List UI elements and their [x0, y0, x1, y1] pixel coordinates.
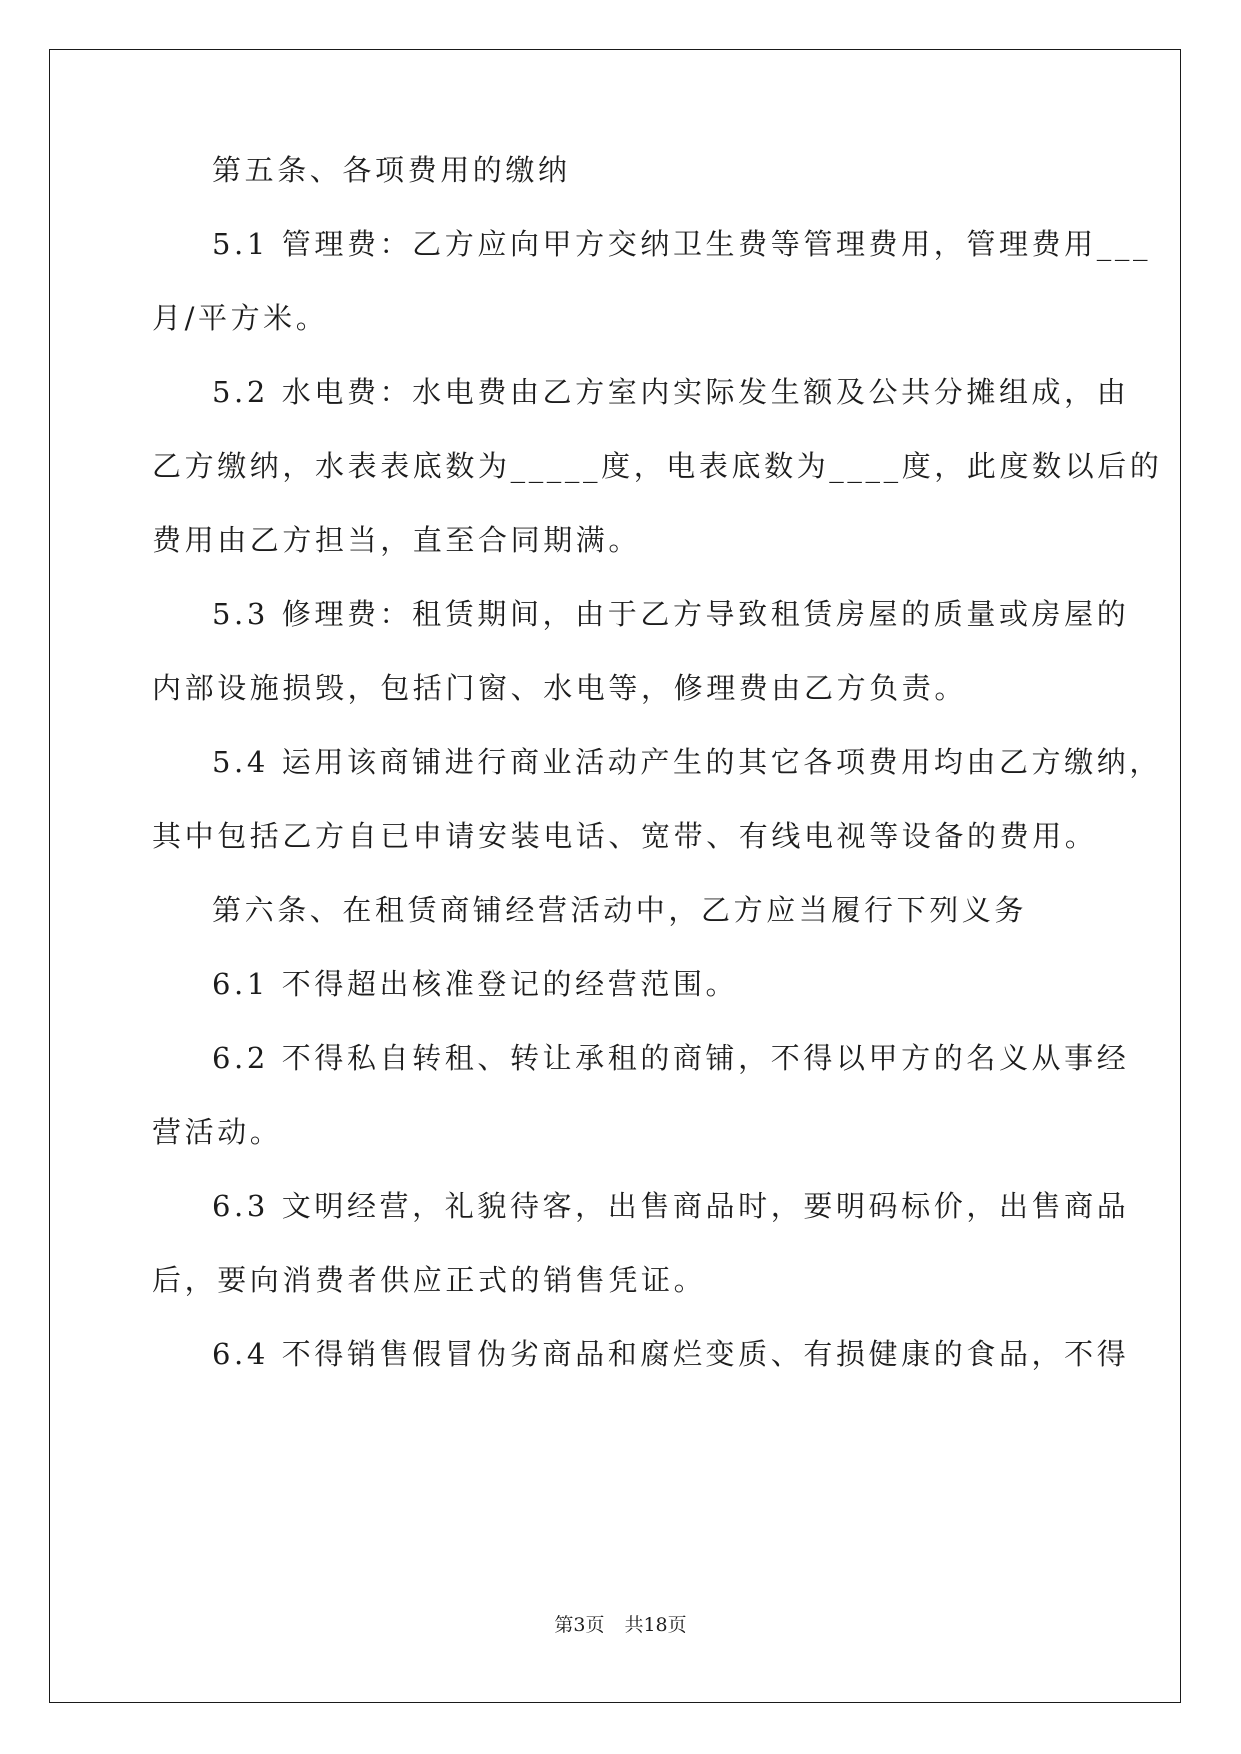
paragraph-line: 5.4 运用该商铺进行商业活动产生的其它各项费用均由乙方缴纳，	[212, 745, 1162, 779]
paragraph-line: 5.3 修理费：租赁期间，由于乙方导致租赁房屋的质量或房屋的	[212, 597, 1130, 631]
paragraph-line: 其中包括乙方自已申请安装电话、宽带、有线电视等设备的费用。	[152, 819, 1098, 853]
page-number: 第3页	[554, 1614, 605, 1636]
paragraph-line: 6.1 不得超出核准登记的经营范围。	[212, 967, 739, 1001]
page-footer	[0, 1610, 1241, 1637]
section-heading-5: 第五条、各项费用的缴纳	[212, 153, 571, 187]
paragraph-line: 6.4 不得销售假冒伪劣商品和腐烂变质、有损健康的食品，不得	[212, 1337, 1130, 1371]
page-total: 共18页	[624, 1614, 687, 1636]
paragraph-line: 6.2 不得私自转租、转让承租的商铺，不得以甲方的名义从事经	[212, 1041, 1130, 1075]
paragraph-line: 6.3 文明经营，礼貌待客，出售商品时，要明码标价，出售商品	[212, 1189, 1130, 1223]
paragraph-line: 后，要向消费者供应正式的销售凭证。	[152, 1263, 707, 1297]
paragraph-line: 营活动。	[152, 1115, 283, 1149]
paragraph-line: 5.2 水电费：水电费由乙方室内实际发生额及公共分摊组成，由	[212, 375, 1130, 409]
paragraph-line: 费用由乙方担当，直至合同期满。	[152, 523, 642, 557]
paragraph-line: 月/平方米。	[152, 301, 329, 335]
page-border	[49, 49, 1181, 1703]
paragraph-line: 5.1 管理费：乙方应向甲方交纳卫生费等管理费用，管理费用___	[212, 227, 1152, 261]
paragraph-line: 乙方缴纳，水表表底数为_____度，电表底数为____度，此度数以后的	[152, 449, 1163, 483]
paragraph-line: 内部设施损毁，包括门窗、水电等，修理费由乙方负责。	[152, 671, 968, 705]
section-heading-6: 第六条、在租赁商铺经营活动中，乙方应当履行下列义务	[212, 893, 1028, 927]
